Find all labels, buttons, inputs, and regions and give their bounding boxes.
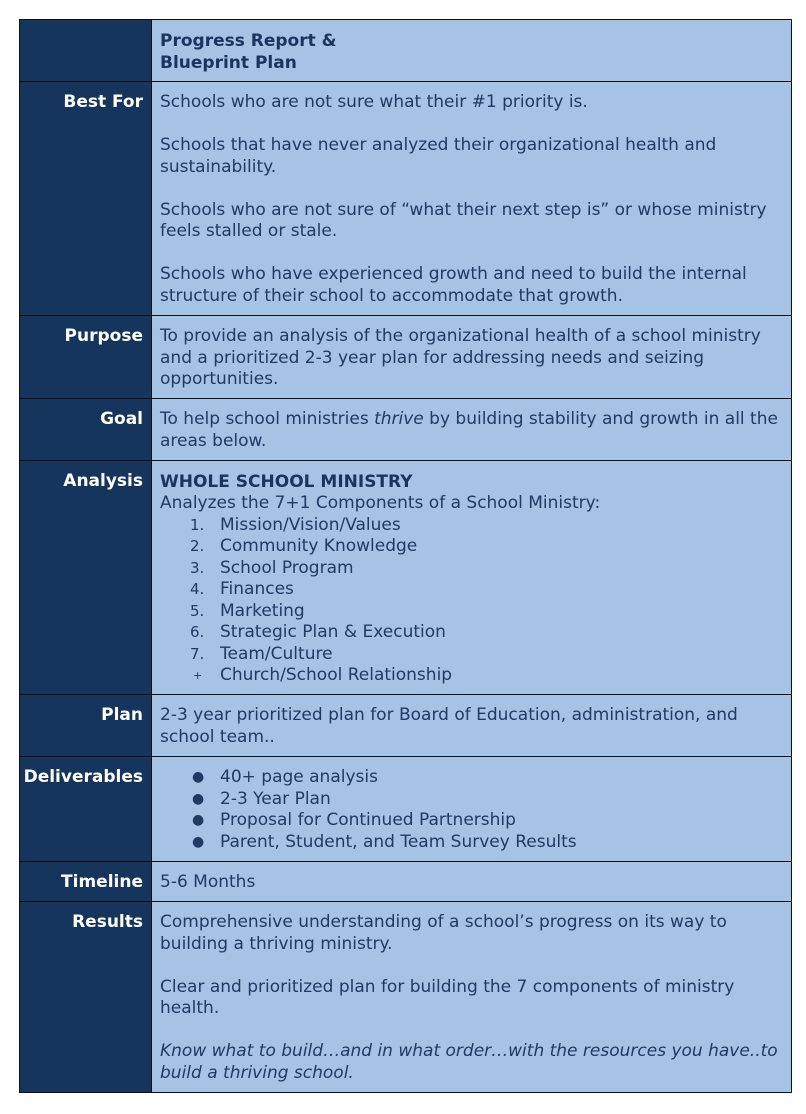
header-label-cell bbox=[20, 20, 152, 82]
list-item bbox=[160, 644, 783, 666]
goal-text-emphasis: thrive bbox=[374, 409, 424, 429]
list-item bbox=[160, 665, 783, 687]
analysis-heading: WHOLE SCHOOL MINISTRY bbox=[160, 472, 413, 492]
list-item-text: Strategic Plan & Execution bbox=[220, 622, 446, 642]
results-paragraph: Clear and prioritized plan for building the 7 components of ministry health. bbox=[160, 976, 735, 1018]
goal-value bbox=[152, 399, 792, 461]
deliverables-label: Deliverables bbox=[20, 757, 152, 862]
list-item bbox=[160, 832, 783, 854]
list-item-text: Marketing bbox=[220, 600, 305, 621]
header-title-cell bbox=[152, 20, 792, 82]
list-item bbox=[160, 767, 783, 789]
row-deliverables bbox=[20, 757, 792, 862]
analysis-intro: Analyzes the 7+1 Components of a School Ministry: bbox=[160, 493, 601, 513]
bullet-icon: ● bbox=[192, 769, 205, 785]
bullet-icon: ● bbox=[192, 833, 205, 850]
row-analysis bbox=[20, 461, 792, 695]
list-item-text: Mission/Vision/Values bbox=[220, 514, 401, 535]
row-purpose bbox=[20, 316, 792, 399]
components-list bbox=[160, 515, 783, 687]
goal-text bbox=[160, 409, 783, 452]
list-item-text: Proposal for Continued Partnership bbox=[220, 810, 516, 830]
best-for-paragraph: Schools who have experienced growth and need to build the internal structure of their school to accommodate that growth. bbox=[160, 264, 747, 306]
list-marker: 3. bbox=[190, 558, 205, 577]
list-item bbox=[160, 601, 783, 623]
results-paragraph: Comprehensive understanding of a school’s progress on its way to building a thriving ministry. bbox=[160, 912, 727, 954]
row-timeline bbox=[20, 862, 792, 902]
list-item bbox=[160, 622, 783, 644]
service-table bbox=[19, 19, 792, 1093]
row-plan bbox=[20, 695, 792, 757]
list-item bbox=[160, 536, 783, 558]
list-item bbox=[160, 789, 783, 811]
header-row bbox=[20, 20, 792, 82]
plan-value bbox=[152, 695, 792, 757]
list-item-text: Parent, Student, and Team Survey Results bbox=[220, 831, 577, 852]
best-for-label: Best For bbox=[20, 82, 152, 316]
analysis-label: Analysis bbox=[20, 461, 152, 695]
best-for-paragraph: Schools that have never analyzed their organizational health and sustainability. bbox=[160, 135, 717, 177]
list-marker: 5. bbox=[190, 601, 205, 620]
list-marker: + bbox=[193, 669, 203, 682]
row-best-for bbox=[20, 82, 792, 316]
analysis-value bbox=[152, 461, 792, 695]
service-title-line-2: Blueprint Plan bbox=[160, 53, 297, 73]
plan-label: Plan bbox=[20, 695, 152, 757]
service-title-line-1: Progress Report & bbox=[160, 31, 337, 51]
deliverables-value bbox=[152, 757, 792, 862]
list-marker: 4. bbox=[190, 580, 205, 598]
best-for-paragraph: Schools who are not sure what their #1 priority is. bbox=[160, 92, 588, 112]
purpose-value bbox=[152, 316, 792, 399]
timeline-value bbox=[152, 862, 792, 902]
list-item-text: Finances bbox=[220, 579, 294, 599]
row-results bbox=[20, 902, 792, 1093]
list-item bbox=[160, 810, 783, 832]
timeline-text: 5-6 Months bbox=[160, 872, 256, 892]
row-goal bbox=[20, 399, 792, 461]
list-item-text: 40+ page analysis bbox=[220, 767, 378, 787]
service-title bbox=[160, 30, 783, 74]
goal-text-start: To help school ministries bbox=[160, 409, 375, 429]
list-item bbox=[160, 579, 783, 601]
list-marker: 7. bbox=[190, 644, 205, 663]
list-item-text: Team/Culture bbox=[220, 643, 333, 664]
list-marker: 6. bbox=[190, 623, 205, 641]
results-label: Results bbox=[20, 902, 152, 1093]
results-value bbox=[152, 902, 792, 1093]
best-for-value bbox=[152, 82, 792, 316]
list-marker: 1. bbox=[190, 515, 205, 534]
purpose-text: To provide an analysis of the organizational health of a school ministry and a prioritized 2-3 year plan for addressing needs and seizing opportunities. bbox=[160, 326, 761, 389]
list-item bbox=[160, 515, 783, 537]
purpose-label: Purpose bbox=[20, 316, 152, 399]
deliverables-list bbox=[160, 767, 783, 853]
list-item-text: Community Knowledge bbox=[220, 536, 418, 556]
timeline-label: Timeline bbox=[20, 862, 152, 902]
plan-text: 2-3 year prioritized plan for Board of Education, administration, and school team.. bbox=[160, 705, 738, 747]
results-closing: Know what to build…and in what order…with the resources you have..to build a thriving school. bbox=[160, 1041, 778, 1083]
goal-label: Goal bbox=[20, 399, 152, 461]
list-item-text: 2-3 Year Plan bbox=[220, 788, 331, 809]
goal-text-end: by building stability and growth in all the areas below. bbox=[160, 409, 778, 451]
best-for-paragraph: Schools who are not sure of “what their next step is” or whose ministry feels stalled or stale. bbox=[160, 199, 767, 241]
bullet-icon: ● bbox=[192, 790, 205, 807]
bullet-icon: ● bbox=[192, 812, 205, 828]
list-item bbox=[160, 558, 783, 580]
list-marker: 2. bbox=[190, 537, 205, 555]
list-item-text: School Program bbox=[220, 557, 354, 578]
list-item-text: Church/School Relationship bbox=[220, 665, 453, 685]
